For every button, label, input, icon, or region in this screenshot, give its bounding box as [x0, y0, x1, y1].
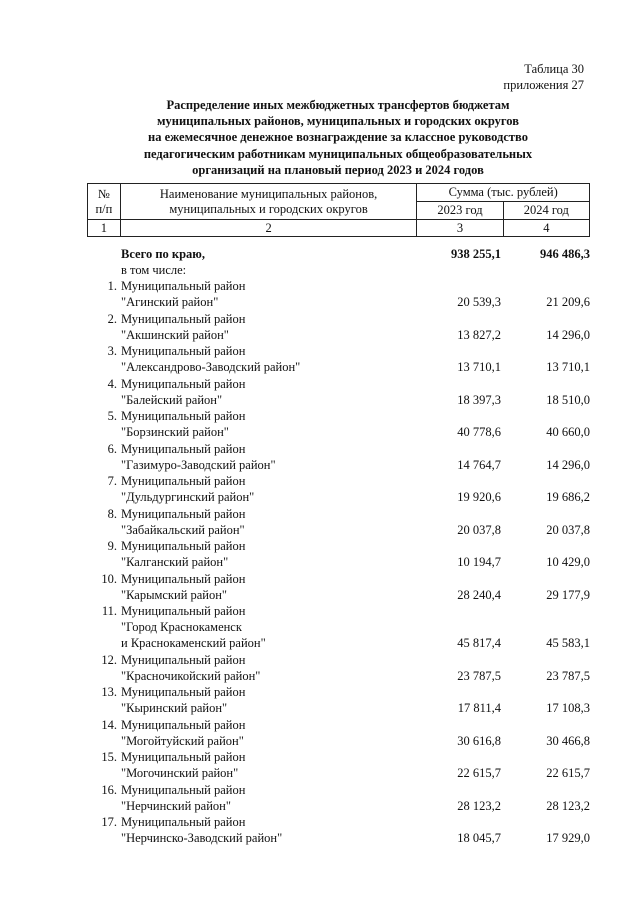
table-body — [87, 246, 590, 847]
row-value-2024: 29 177,9 — [546, 587, 590, 602]
row-name-line: "Газимуро-Заводский район" — [121, 457, 276, 472]
row-value-2024: 14 296,0 — [546, 327, 590, 342]
row-name-line: "Кыринский район" — [121, 701, 228, 715]
table-row — [87, 571, 590, 604]
row-name — [121, 571, 421, 603]
row-value-2023: 20 539,3 — [457, 295, 501, 309]
table-row — [87, 603, 590, 652]
row-name — [121, 652, 421, 684]
row-name-line: "Дульдургинский район" — [121, 490, 255, 504]
title-line: Распределение иных межбюджетных трансфертов бюджетам — [166, 98, 510, 112]
row-name-line: Муниципальный район — [121, 782, 246, 797]
row-number: 17. — [101, 815, 117, 829]
table-row — [87, 814, 590, 847]
table-row — [87, 376, 590, 409]
row-name-line: Муниципальный район — [121, 571, 246, 586]
row-name — [121, 408, 421, 440]
row-number: 13. — [101, 685, 117, 699]
row-value-2024: 19 686,2 — [546, 490, 590, 504]
appendix-reference: приложения 27 — [503, 78, 584, 92]
table-row — [87, 538, 590, 571]
row-number: 2. — [107, 311, 117, 326]
table-row — [87, 652, 590, 685]
row-value-2023: 22 615,7 — [457, 766, 501, 780]
row-name — [121, 343, 421, 375]
row-name-line: "Акшинский район" — [121, 327, 229, 342]
table-row — [87, 311, 590, 344]
row-value-2023: 28 123,2 — [457, 798, 501, 813]
row-number: 7. — [107, 474, 117, 488]
row-number: 6. — [107, 441, 117, 456]
row-number: 8. — [107, 506, 117, 521]
row-name-line: "Калганский район" — [121, 555, 229, 569]
row-value-2023: 14 764,7 — [457, 457, 501, 472]
district-rows — [87, 278, 590, 847]
row-name-line: Муниципальный район — [121, 750, 246, 764]
title-line: организаций на плановый период 2023 и 2024 годов — [192, 162, 484, 177]
row-value-2024: 23 787,5 — [546, 668, 590, 683]
row-name — [121, 311, 421, 343]
row-name — [121, 278, 421, 310]
row-value-2023: 30 616,8 — [457, 733, 501, 748]
row-name-line: "Город Краснокаменск — [121, 620, 242, 634]
table-row — [87, 441, 590, 474]
row-name-line: "Нерчинско-Заводский район" — [121, 831, 283, 845]
table-row — [87, 506, 590, 539]
total-2023: 938 255,1 — [451, 247, 501, 261]
title-line: на ежемесячное денежное вознаграждение за классное руководство — [148, 130, 528, 145]
table-row — [87, 408, 590, 441]
table-row — [87, 473, 590, 506]
row-number: 14. — [101, 717, 117, 732]
row-name-line: Муниципальный район — [121, 311, 246, 326]
header-year-2023: 2023 год — [417, 202, 503, 220]
header-num-label: № — [97, 186, 110, 201]
row-name-line: "Балейский район" — [121, 392, 223, 407]
row-number: 5. — [107, 409, 117, 423]
row-name-line: "Красночикойский район" — [121, 668, 261, 683]
row-value-2024: 17 929,0 — [546, 831, 590, 845]
row-value-2024: 17 108,3 — [546, 701, 590, 715]
row-number: 10. — [101, 571, 117, 586]
row-value-2023: 13 827,2 — [457, 327, 501, 342]
row-name-line: Муниципальный район — [121, 409, 246, 423]
row-number: 9. — [107, 539, 117, 553]
row-number: 11. — [101, 604, 117, 618]
row-name — [121, 441, 421, 473]
row-value-2024: 13 710,1 — [546, 360, 590, 374]
row-name-line: "Агинский район" — [121, 295, 219, 309]
col-index-1: 1 — [88, 220, 121, 237]
table-row — [87, 343, 590, 376]
row-name — [121, 473, 421, 505]
row-name-line: и Краснокаменский район" — [121, 636, 266, 650]
row-value-2024: 45 583,1 — [546, 636, 590, 650]
row-value-2023: 18 397,3 — [457, 392, 501, 407]
total-sublabel: в том числе: — [121, 263, 187, 277]
row-value-2023: 18 045,7 — [457, 831, 501, 845]
row-value-2024: 28 123,2 — [546, 798, 590, 813]
row-value-2023: 23 787,5 — [457, 668, 501, 683]
col-index-4: 4 — [503, 220, 589, 237]
row-name-line: Муниципальный район — [121, 717, 246, 732]
row-number: 3. — [107, 344, 117, 358]
header-name-label: Наименование муниципальных районов, — [159, 186, 378, 201]
row-name-line: Муниципальный район — [121, 279, 246, 293]
row-value-2024: 40 660,0 — [546, 425, 590, 439]
col-index-3: 3 — [417, 220, 503, 237]
row-name-line: Муниципальный район — [121, 652, 246, 667]
row-name-line: Муниципальный район — [121, 604, 246, 618]
row-value-2023: 10 194,7 — [457, 555, 501, 569]
table-header — [87, 183, 590, 237]
row-name-line: Муниципальный район — [121, 506, 246, 521]
row-name — [121, 749, 421, 781]
header-num-label2: п/п — [95, 201, 113, 216]
title-line: муниципальных районов, муниципальных и городских округов — [157, 114, 519, 129]
table-reference: Таблица 30 — [524, 62, 584, 76]
row-value-2024: 30 466,8 — [546, 733, 590, 748]
title-line: педагогическим работникам муниципальных общеобразовательных — [143, 146, 533, 161]
row-name-line: "Забайкальский район" — [121, 522, 245, 537]
row-number: 16. — [101, 782, 117, 797]
row-name-line: Муниципальный район — [121, 539, 246, 553]
row-value-2023: 28 240,4 — [457, 587, 501, 602]
row-value-2024: 10 429,0 — [546, 555, 590, 569]
row-value-2023: 13 710,1 — [457, 360, 501, 374]
row-value-2023: 20 037,8 — [457, 522, 501, 537]
row-name-line: "Могойтуйский район" — [121, 733, 244, 748]
table-row — [87, 717, 590, 750]
total-2024: 946 486,3 — [540, 247, 590, 261]
header-sum-cell: Сумма (тыс. рублей) — [417, 184, 590, 202]
row-name-line: "Карымский район" — [121, 587, 228, 602]
row-number: 1. — [107, 279, 117, 293]
row-name — [121, 603, 421, 651]
header-num-cell — [88, 184, 121, 220]
row-value-2023: 40 778,6 — [457, 425, 501, 439]
table-row — [87, 278, 590, 311]
row-number: 15. — [101, 750, 117, 764]
row-value-2024: 22 615,7 — [546, 766, 590, 780]
col-index-2: 2 — [120, 220, 417, 237]
total-label: Всего по краю, — [121, 247, 205, 261]
row-name — [121, 538, 421, 570]
total-row — [87, 246, 590, 278]
row-name-line: "Борзинский район" — [121, 425, 229, 439]
row-name-line: Муниципальный район — [121, 376, 246, 391]
row-name-line: Муниципальный район — [121, 815, 246, 829]
row-name — [121, 376, 421, 408]
row-value-2024: 21 209,6 — [546, 295, 590, 309]
row-value-2024: 18 510,0 — [546, 392, 590, 407]
header-year-2024: 2024 год — [503, 202, 589, 220]
row-name-line: Муниципальный район — [121, 474, 246, 488]
header-name-label2: муниципальных и городских округов — [169, 201, 368, 216]
table-row — [87, 749, 590, 782]
row-value-2023: 17 811,4 — [457, 701, 501, 715]
row-number: 12. — [101, 652, 117, 667]
row-name-line: Муниципальный район — [121, 441, 246, 456]
row-name-line: Муниципальный район — [121, 685, 246, 699]
row-value-2023: 19 920,6 — [457, 490, 501, 504]
row-name-line: "Могочинский район" — [121, 766, 239, 780]
row-name-line: "Александрово-Заводский район" — [121, 360, 301, 374]
row-name — [121, 717, 421, 749]
table-row — [87, 782, 590, 815]
row-name — [121, 684, 421, 716]
row-value-2023: 45 817,4 — [457, 636, 501, 650]
row-name-line: Муниципальный район — [121, 344, 246, 358]
row-name-line: "Нерчинский район" — [121, 798, 231, 813]
row-name — [121, 782, 421, 814]
row-number: 4. — [107, 376, 117, 391]
table-row — [87, 684, 590, 717]
row-name — [121, 814, 421, 846]
row-value-2024: 14 296,0 — [546, 457, 590, 472]
row-value-2024: 20 037,8 — [546, 522, 590, 537]
row-name — [121, 506, 421, 538]
document-title — [88, 97, 588, 178]
header-name-cell — [120, 184, 417, 220]
